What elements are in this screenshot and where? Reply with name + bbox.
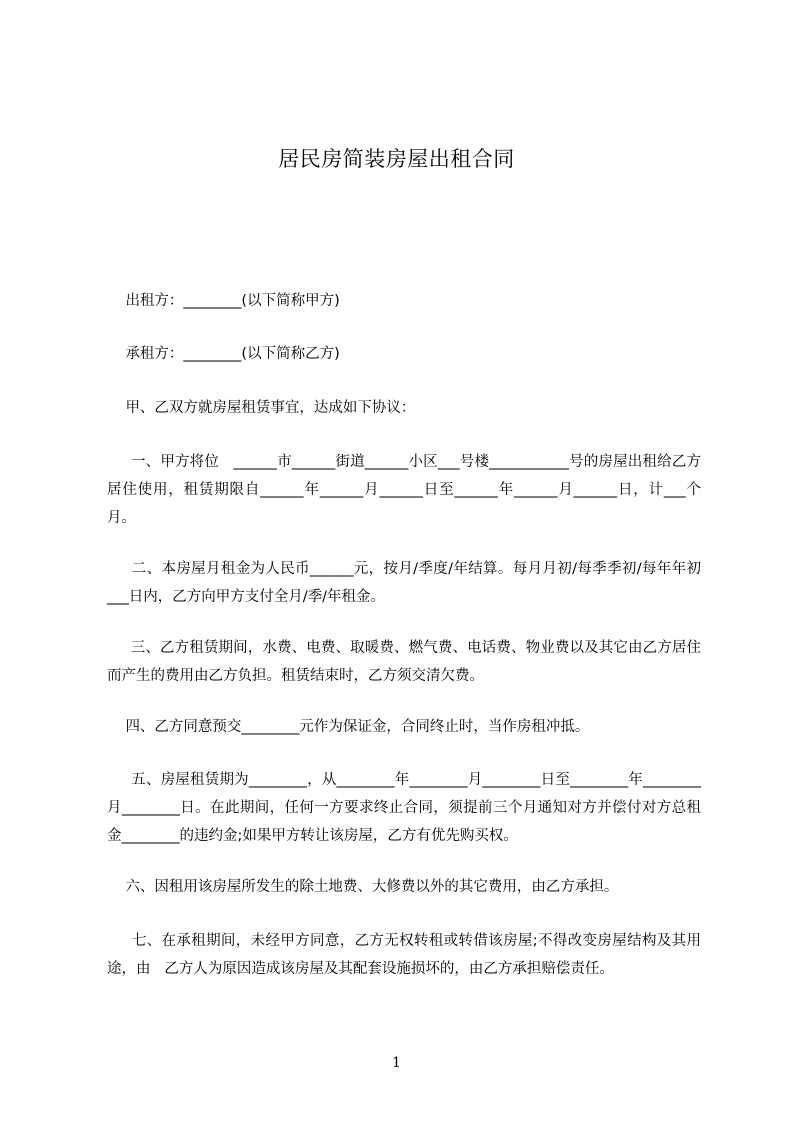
clause-7: 七、在承租期间，未经甲方同意，乙方无权转租或转借该房屋;不得改变房屋结构及其用途，由 乙方人为原因造成该房屋及其配套设施损坏的，由乙方承担赔偿责任。 bbox=[107, 933, 702, 977]
clause-6: 六、因租用该房屋所发生的除土地费、大修费以外的其它费用，由乙方承担。 bbox=[107, 879, 619, 895]
clause-5: 五、房屋租赁期为________，从________年________月________日至________年________月________日。在此期间，任何一方要求终止合同，须提前三个月通知对方并偿付对方总租金________的违约金;如果甲方转让该房屋，乙方有优先购买权。 bbox=[107, 772, 702, 844]
clause-2: 二、本房屋月租金为人民币______元，按月/季度/年结算。每月月初/每季季初/每年年初___日内，乙方向甲方支付全月/季/年租金。 bbox=[107, 561, 701, 605]
clause-1: 一、甲方将位 ______市______街道______小区___号楼___________号的房屋出租给乙方居住使用，租赁期限自______年______月______日至______年______月______日，计___个月。 bbox=[107, 454, 702, 526]
lessee-line: 承租方：________(以下简称乙方) bbox=[107, 346, 340, 362]
document-title: 居民房简装房屋出租合同 bbox=[278, 147, 515, 171]
intro-line: 甲、乙双方就房屋租赁事宜，达成如下协议： bbox=[107, 400, 416, 416]
page-number: 1 bbox=[392, 1055, 401, 1071]
clause-3: 三、乙方租赁期间，水费、电费、取暖费、燃气费、电话费、物业费以及其它由乙方居住而产生的费用由乙方负担。租赁结束时，乙方须交清欠费。 bbox=[107, 640, 702, 684]
lessor-line: 出租方：________(以下简称甲方) bbox=[107, 293, 340, 309]
clause-4: 四、乙方同意预交________元作为保证金，合同终止时，当作房租冲抵。 bbox=[107, 719, 590, 735]
